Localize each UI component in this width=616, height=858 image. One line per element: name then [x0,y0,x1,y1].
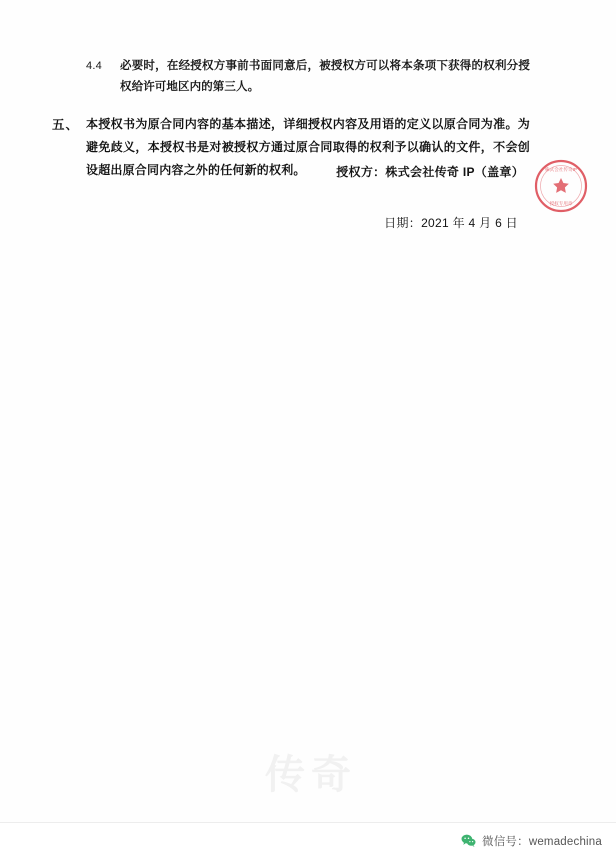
clause-4-4-text: 必要时，在经授权方事前书面同意后，被授权方可以将本条项下获得的权利分授权给许可地区内的第三人。 [120,60,530,94]
clause-5-text: 本授权书为原合同内容的基本描述，详细授权内容及用语的定义以原合同为准。为避免歧义，本授权书是对被授权方通过原合同取得的权利予以确认的文件，不会创设超出原合同内容之外的任何新的权利。 [86,116,530,178]
clause-4-4 [86,56,530,99]
signature-date-line: 日期：2021 年 4 月 6 日 [384,216,518,230]
wechat-icon [461,834,476,847]
footer-bar [0,822,616,858]
signature-block [86,163,530,231]
footer-label: 微信号：wemadechina [482,835,602,848]
company-red-seal-icon [533,158,589,214]
footer-content[interactable] [461,833,602,849]
page-watermark: 传奇 [265,753,357,797]
clause-5-number: 五、 [52,117,80,132]
svg-text:授权专用章: 授权专用章 [549,201,573,206]
svg-text:株式会社传奇IP: 株式会社传奇IP [545,167,577,172]
clause-4-4-number: 4.4 [86,60,102,72]
authorizer-signature-line: 授权方：株式会社传奇 IP（盖章） [336,165,524,179]
